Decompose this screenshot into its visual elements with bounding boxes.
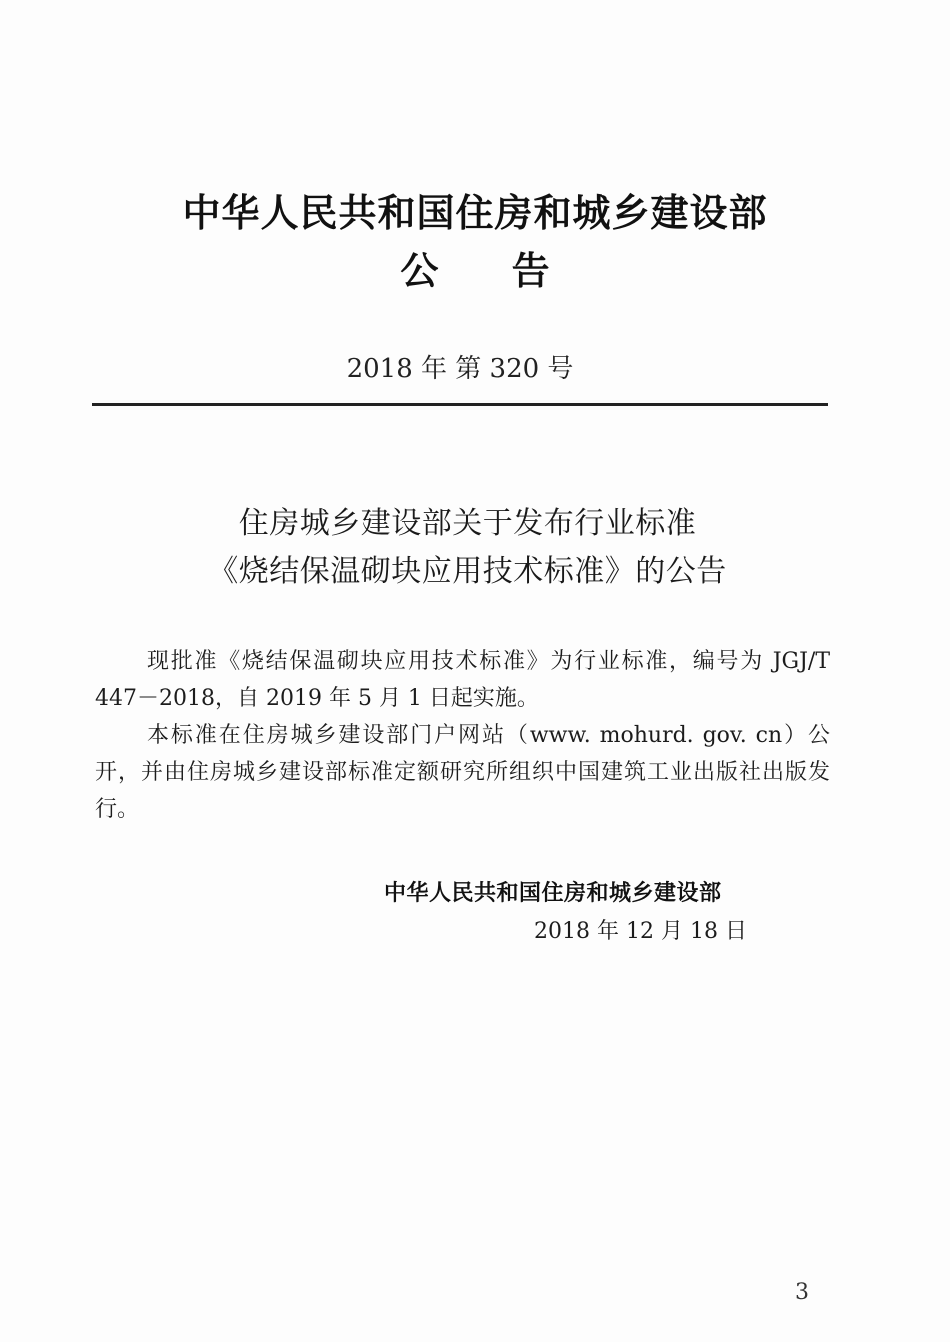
document-number: 2018 年 第 320 号 — [346, 354, 574, 384]
signature-organization: 中华人民共和国住房和城乡建设部 — [384, 881, 722, 906]
signature-date: 2018 年 12 月 18 日 — [534, 919, 747, 944]
announcement-title-line-2: 《烧结保温砌块应用技术标准》的公告 — [208, 554, 727, 589]
body-paragraph-approval: 现批准《烧结保温砌块应用技术标准》为行业标准，编号为 JGJ/T 447－2018，自 2019 年 5 月 1 日起实施。 — [95, 649, 830, 711]
header-divider — [92, 403, 828, 406]
page-number: 3 — [795, 1280, 809, 1305]
document-type-heading: 公 告 — [400, 249, 550, 293]
issuer-heading: 中华人民共和国住房和城乡建设部 — [182, 191, 768, 235]
body-paragraph-publication: 本标准在住房城乡建设部门户网站（www. mohurd. gov. cn）公开，并由住房城乡建设部标准定额研究所组织中国建筑工业出版社出版发行。 — [95, 723, 830, 822]
announcement-title-line-1: 住房城乡建设部关于发布行业标准 — [238, 506, 697, 541]
